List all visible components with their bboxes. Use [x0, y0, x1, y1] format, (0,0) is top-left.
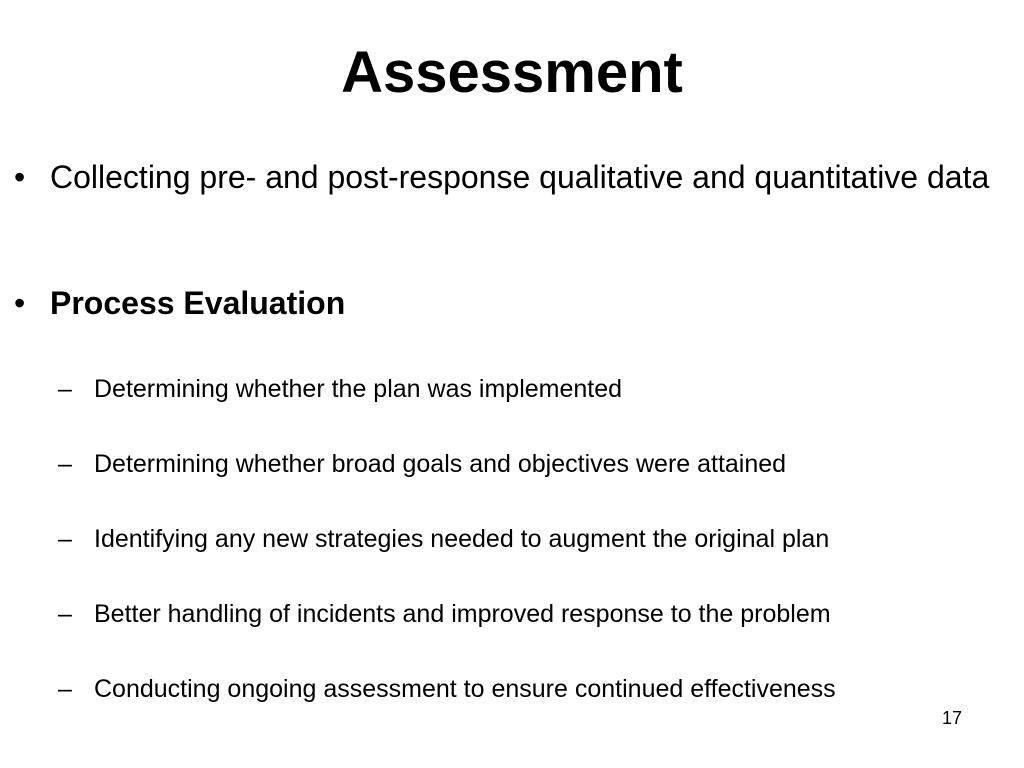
bullet-text: Collecting pre- and post-response qualitative and quantitative data [50, 159, 990, 195]
sub-bullet-marker: – [58, 450, 72, 478]
sub-bullet-text: Better handling of incidents and improved response to the problem [94, 600, 831, 628]
slide-title: Assessment [341, 40, 683, 105]
sub-bullet-text: Conducting ongoing assessment to ensure continued effectiveness [94, 675, 836, 703]
sub-bullet-marker: – [58, 375, 72, 403]
page-number: 17 [941, 708, 962, 728]
sub-bullet-text: Determining whether broad goals and objectives were attained [94, 450, 787, 478]
bullet-marker: • [14, 159, 26, 195]
sub-bullet-text: Determining whether the plan was implemented [94, 375, 623, 403]
bullet-heading: Process Evaluation [50, 285, 346, 321]
sub-bullet-text: Identifying any new strategies needed to augment the original plan [94, 525, 830, 553]
sub-bullet-marker: – [58, 675, 72, 703]
bullet-marker: • [14, 285, 26, 321]
sub-bullet-marker: – [58, 525, 72, 553]
sub-bullet-marker: – [58, 600, 72, 628]
